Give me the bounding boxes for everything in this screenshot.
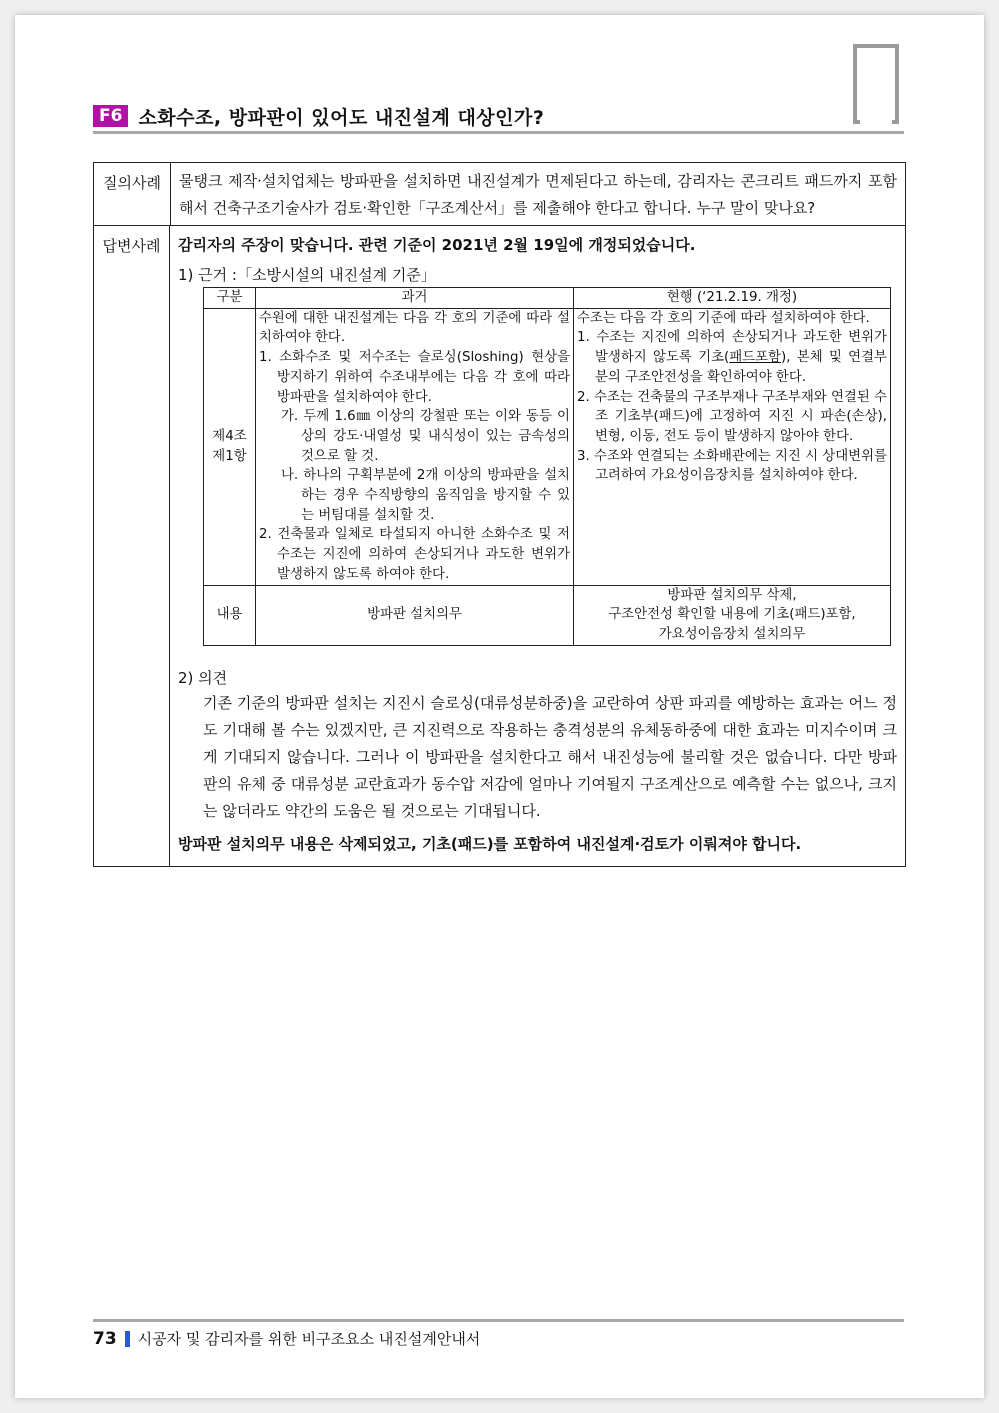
header-past: 과거 [256,288,574,309]
past-item-1: 1. 소화수조 및 저수조는 슬로싱(Sloshing) 현상을 방지하기 위하여 수조내부에는 다음 각 호에 따라 방파판을 설치하여야 한다. [259,350,570,405]
header-current: 현행 (‘21.2.19. 개정) [574,288,891,309]
book-title: 시공자 및 감리자를 위한 비구조요소 내진설계안내서 [137,1330,481,1348]
content-label: 내용 [204,585,256,645]
footer-accent-bar [125,1331,130,1347]
question-label: 질의사례 [94,163,171,225]
current-item-3: 3. 수조와 연결되는 소화배관에는 지진 시 상대변위를 고려하여 가요성이음장치를 설치하여야 한다. [577,448,887,484]
past-item-1b: 나. 하나의 구획부분에 2개 이상의 방파판을 설치하는 경우 수직방향의 움직임을 방지할 수 있는 버팀대를 설치할 것. [281,468,570,523]
page-title: 소화수조, 방파판이 있어도 내진설계 대상인가? [138,106,545,129]
content-current [574,585,891,645]
answer-content [170,226,905,866]
past-item-2: 2. 건축물과 일체로 타설되지 아니한 소화수조 및 저수조는 지진에 의하여 손상되거나 과도한 변위가 발생하지 않도록 하여야 한다. [259,527,570,582]
opinion-heading: 2) 의견 [178,668,228,687]
question-text: 물탱크 제작·설치업체는 방파판을 설치하면 내진설계가 면제된다고 하는데, 감리자는 콘크리트 패드까지 포함해서 건축구조기술사가 검토·확인한「구조계산서」를 제출해야 한다고 합니다. 누구 말이 맞나요? [179,172,897,217]
title-divider [93,131,904,134]
current-provision [574,308,891,585]
current-item-1-text: 1. 수조는 지진에 의하여 손상되거나 과도한 변위가 발생하지 않도록 기초( [577,330,887,366]
conclusion-text: 방파판 설치의무 내용은 삭제되었고, 기초(패드)를 포함하여 내진설계·검토가 이뤄져야 합니다. [178,834,802,853]
section-header [93,103,544,129]
past-item-1a: 가. 두께 1.6㎜ 이상의 강철판 또는 이와 동등 이상의 강도·내열성 및 내식성이 있는 금속성의 것으로 할 것. [281,409,570,464]
answer-row [94,225,905,866]
qa-table [93,162,906,867]
footer [93,1328,480,1349]
answer-summary: 감리자의 주장이 맞습니다. 관련 기준이 2021년 2월 19일에 개정되었습니다. [178,236,696,254]
article-label: 제4조 제1항 [204,308,256,585]
page-number: 73 [93,1328,117,1349]
content-current-line-1: 방파판 설치의무 삭제, [667,587,797,603]
current-item-1-underline: 패드포함 [729,350,781,366]
comparison-header-row [204,288,891,309]
footer-divider [93,1319,904,1322]
answer-label: 답변사례 [94,226,170,866]
opinion-text: 기존 기준의 방파판 설치는 지진시 슬로싱(대류성분하중)을 교란하여 상판 파괴를 예방하는 효과는 어느 정도 기대해 볼 수는 있겠지만, 큰 지진력으로 작용하는 충격성분의 유체동하중에 대한 효과는 미지수이며 크게 기대되지 않습니다. 그러나 이 방파판을 설치한다고 해서 내진성능에 불리할 것은 없습니다. 다만 방파판의 유체 중 대류성분 교란효과가 동수압 저감에 얼마나 기여될지 구조계산으로 예측할 수는 없으나, 크지는 않더라도 약간의 도움은 될 것으로는 기대됩니다. [203,693,897,820]
current-item-1-text-end: ), 본체 및 연결부분의 구조안전성을 확인하여야 한다. [595,350,887,385]
content-current-line-2: 구조안전성 확인할 내용에 기초(패드)포함, [608,607,856,623]
section-badge: F6 [93,105,128,127]
past-intro: 수원에 대한 내진설계는 다음 각 호의 기준에 따라 설치하여야 한다. [259,310,570,346]
past-provision [256,308,574,585]
content-current-line-3: 가요성이음장치 설치의무 [658,626,806,642]
current-item-2: 2. 수조는 건축물의 구조부재나 구조부재와 연결된 수조 기초부(패드)에 고정하여 지진 시 파손(손상), 변형, 이동, 전도 등이 발생하지 않아야 한다. [577,389,887,444]
current-item-1 [577,328,887,387]
bracket-gap [860,110,892,126]
header-category: 구분 [204,288,256,309]
content-row [204,585,891,645]
current-intro: 수조는 다음 각 호의 기준에 따라 설치하여야 한다. [577,310,870,326]
comparison-table [203,287,891,646]
basis-heading: 1) 근거 :「소방시설의 내진설계 기준」 [178,266,436,284]
question-row [94,163,905,225]
article-row [204,308,891,585]
content-past: 방파판 설치의무 [256,585,574,645]
